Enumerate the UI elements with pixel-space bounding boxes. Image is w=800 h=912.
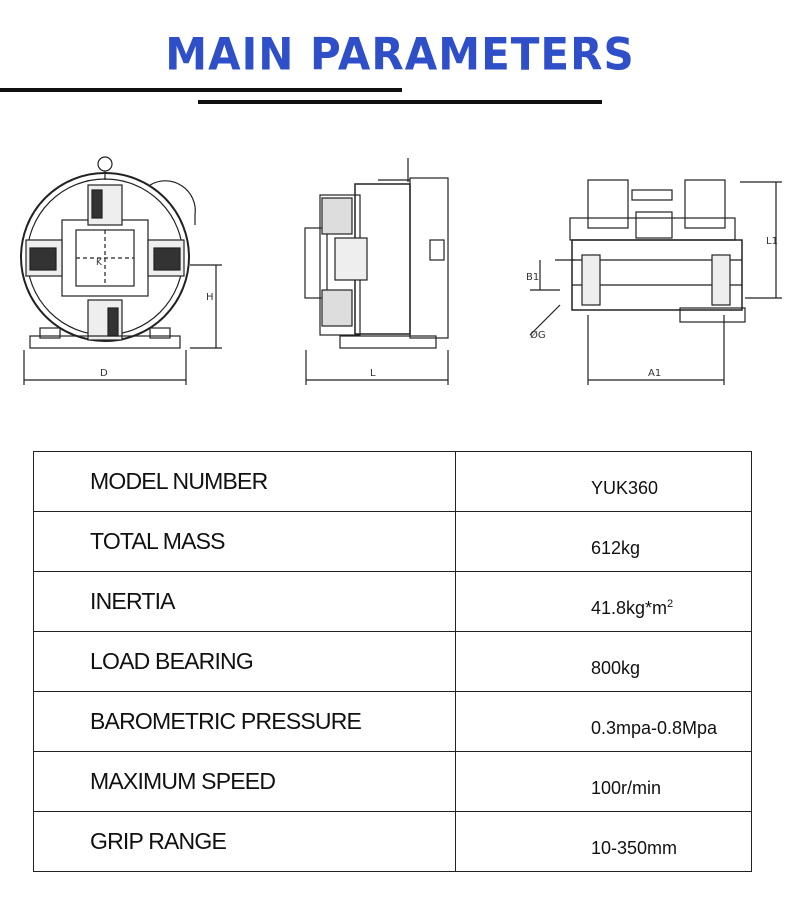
- parameter-value-superscript: 2: [667, 598, 674, 610]
- front-view-drawing: [21, 157, 222, 385]
- dimension-label-a1: A1: [648, 368, 662, 379]
- parameter-value-text: 800kg: [591, 658, 641, 678]
- dimension-label-l1: L1: [766, 236, 778, 247]
- parameter-label: GRIP RANGE: [34, 812, 456, 872]
- title-underline-right: [198, 100, 602, 104]
- table-row: [34, 692, 752, 752]
- parameter-value-text: 0.3mpa-0.8Mpa: [591, 718, 718, 738]
- parameter-label: INERTIA: [34, 572, 456, 632]
- parameter-value: [456, 512, 752, 572]
- top-view-drawing: [526, 180, 782, 385]
- parameter-label: BAROMETRIC PRESSURE: [34, 692, 456, 752]
- parameter-value-text: 41.8kg*m: [591, 598, 668, 618]
- parameter-value: [456, 632, 752, 692]
- parameter-label: LOAD BEARING: [34, 632, 456, 692]
- parameter-label: MODEL NUMBER: [34, 452, 456, 512]
- page-title: MAIN PARAMETERS: [165, 28, 635, 81]
- table-row: [34, 512, 752, 572]
- parameter-value-text: YUK360: [591, 478, 659, 498]
- parameters-table: [33, 451, 752, 872]
- parameter-label: TOTAL MASS: [34, 512, 456, 572]
- table-row: [34, 452, 752, 512]
- parameter-value-text: 612kg: [591, 538, 641, 558]
- parameter-value-text: 100r/min: [591, 778, 662, 798]
- parameter-value-text: 10-350mm: [591, 838, 678, 858]
- parameter-label: MAXIMUM SPEED: [34, 752, 456, 812]
- dimension-label-h: H: [206, 292, 214, 303]
- table-row: [34, 572, 752, 632]
- dimension-label-g: ØG: [530, 330, 546, 341]
- title-underline-left: [0, 88, 402, 92]
- dimension-label-b1: B1: [526, 272, 540, 283]
- parameter-value: [456, 812, 752, 872]
- parameter-value: [456, 752, 752, 812]
- table-row: [34, 632, 752, 692]
- parameter-value: [456, 452, 752, 512]
- technical-drawings: [0, 140, 800, 410]
- dimension-label-k: K: [96, 258, 102, 268]
- table-row: [34, 812, 752, 872]
- dimension-label-d: D: [100, 368, 108, 379]
- parameter-value: [456, 692, 752, 752]
- dimension-label-l: L: [370, 368, 376, 379]
- table-row: [34, 752, 752, 812]
- side-view-drawing: [305, 158, 448, 385]
- parameter-value: [456, 572, 752, 632]
